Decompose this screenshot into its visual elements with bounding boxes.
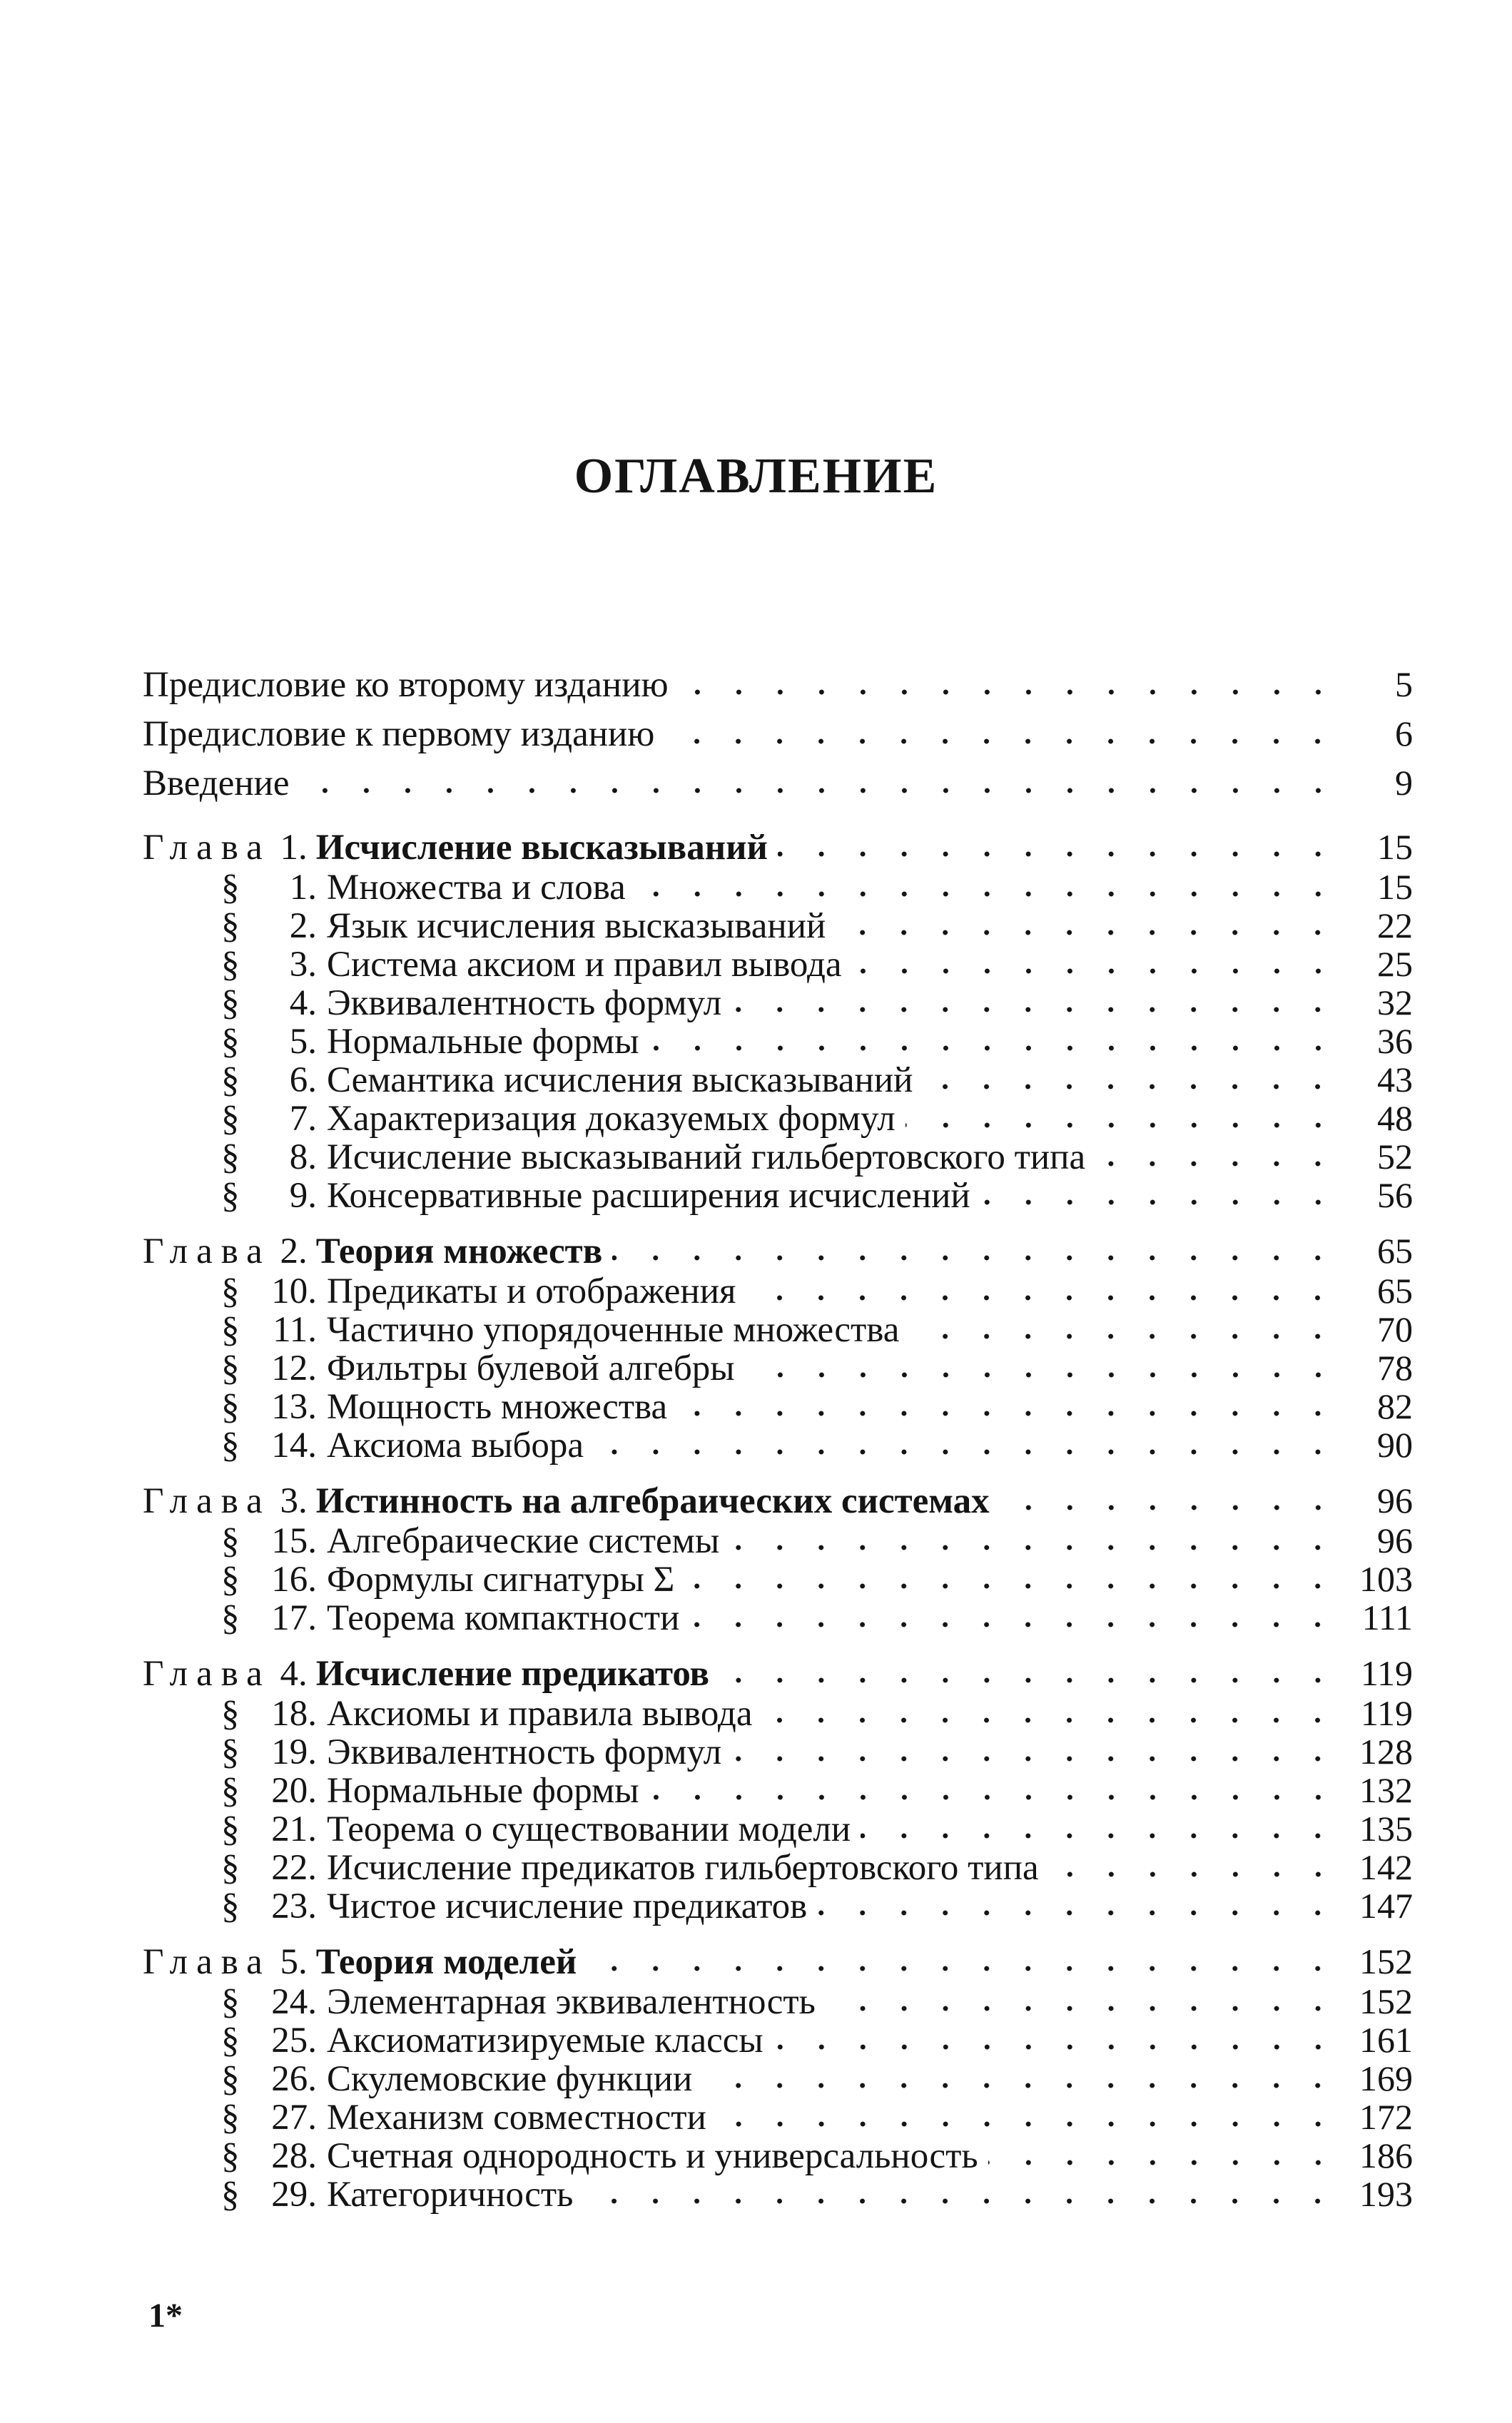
page-number: 152 bbox=[1359, 1941, 1413, 1981]
page-number: 90 bbox=[1377, 1425, 1413, 1465]
section-title: Предикаты и отображения bbox=[327, 1271, 736, 1311]
dot-leader bbox=[729, 1543, 1339, 1553]
section-title: Аксиомы и правила вывода bbox=[327, 1694, 753, 1734]
page-number: 36 bbox=[1377, 1021, 1413, 1061]
section-number: 19. bbox=[271, 1732, 317, 1772]
section-sign: § bbox=[221, 1426, 240, 1466]
section-title: Аксиома выбора bbox=[327, 1426, 584, 1466]
section-sign: § bbox=[221, 2021, 240, 2061]
section-heading bbox=[221, 1099, 895, 1138]
section-title: Система аксиом и правил вывода bbox=[327, 945, 842, 985]
section-number: 2. bbox=[289, 906, 317, 946]
toc-entry-section bbox=[143, 1848, 1413, 1886]
page-number: 5 bbox=[1395, 664, 1413, 704]
chapter-number: 4. bbox=[280, 1654, 308, 1694]
section-heading bbox=[221, 1426, 584, 1465]
section-title: Эквивалентность формул bbox=[327, 983, 722, 1023]
section-title: Язык исчисления высказываний bbox=[327, 906, 826, 946]
section-number: 3. bbox=[289, 945, 317, 985]
dot-leader bbox=[649, 1792, 1339, 1802]
section-title: Скулемовские функции bbox=[327, 2059, 693, 2099]
page-number: 65 bbox=[1377, 1231, 1413, 1271]
dot-leader bbox=[745, 1370, 1339, 1380]
toc-entry-section bbox=[143, 945, 1413, 983]
toc-entry-chapter bbox=[143, 1941, 1413, 1982]
section-heading bbox=[221, 1772, 639, 1810]
dot-leader bbox=[583, 2196, 1339, 2206]
section-sign: § bbox=[221, 1982, 240, 2022]
page-number: 161 bbox=[1359, 2020, 1413, 2060]
chapter-heading bbox=[143, 1941, 577, 1983]
toc-entry-front-matter bbox=[143, 660, 1413, 709]
page-number: 119 bbox=[1360, 1653, 1413, 1693]
toc-entry-section bbox=[143, 1560, 1413, 1598]
chapter-title: Теория моделей bbox=[315, 1942, 577, 1982]
toc-entry-section bbox=[143, 906, 1413, 945]
chapter-word: Глава bbox=[143, 1942, 271, 1982]
dot-leader bbox=[702, 2081, 1339, 2091]
section-title: Нормальные формы bbox=[327, 1022, 639, 1062]
dot-leader bbox=[836, 928, 1339, 938]
section-sign: § bbox=[221, 2059, 240, 2099]
section-title: Чистое исчисление предикатов bbox=[327, 1886, 808, 1926]
section-number: 26. bbox=[271, 2059, 317, 2099]
page-number: 6 bbox=[1395, 713, 1413, 753]
section-number: 13. bbox=[271, 1387, 317, 1427]
page-number: 103 bbox=[1359, 1559, 1413, 1599]
page-number: 56 bbox=[1377, 1175, 1413, 1215]
section-heading bbox=[221, 1177, 970, 1215]
section-sign: § bbox=[221, 2098, 240, 2138]
section-title: Множества и слова bbox=[327, 868, 626, 908]
section-title: Исчисление предикатов гильбертовского типа bbox=[327, 1848, 1039, 1888]
toc-entry-section bbox=[143, 1886, 1413, 1925]
toc-entry-section bbox=[143, 2098, 1413, 2136]
section-number: 12. bbox=[271, 1348, 317, 1388]
section-heading bbox=[221, 1388, 667, 1426]
section-sign: § bbox=[221, 983, 240, 1023]
page-number: 96 bbox=[1377, 1480, 1413, 1520]
page-number: 48 bbox=[1377, 1098, 1413, 1138]
section-title: Счетная однородность и универсальность bbox=[327, 2136, 978, 2176]
page-number: 43 bbox=[1377, 1060, 1413, 1099]
toc-entry-section bbox=[143, 1271, 1413, 1310]
section-sign: § bbox=[221, 2175, 240, 2215]
section-sign: § bbox=[221, 1310, 240, 1350]
section-sign: § bbox=[221, 1099, 240, 1139]
section-title: Категоричность bbox=[327, 2175, 574, 2215]
page-number: 9 bbox=[1395, 763, 1413, 803]
section-sign: § bbox=[221, 868, 240, 908]
dot-leader bbox=[689, 1620, 1339, 1630]
section-heading bbox=[221, 2060, 692, 2098]
dot-leader bbox=[731, 1754, 1339, 1764]
toc-entry-section bbox=[143, 983, 1413, 1022]
section-sign: § bbox=[221, 1560, 240, 1600]
section-heading bbox=[221, 907, 826, 945]
section-number: 7. bbox=[289, 1099, 317, 1139]
toc-entry-chapter bbox=[143, 1652, 1413, 1694]
section-title: Характеризация доказуемых формул bbox=[327, 1099, 895, 1139]
chapter-word: Глава bbox=[143, 828, 271, 868]
dot-leader bbox=[719, 1675, 1339, 1685]
page-title: ОГЛАВЛЕНИЕ bbox=[574, 449, 938, 504]
toc-entry-front-matter bbox=[143, 758, 1413, 808]
page-number: 96 bbox=[1377, 1520, 1413, 1560]
section-sign: § bbox=[221, 1771, 240, 1811]
page-number: 65 bbox=[1377, 1271, 1413, 1311]
toc-entry-front-matter bbox=[143, 709, 1413, 758]
dot-leader bbox=[923, 1082, 1339, 1092]
section-title: Аксиоматизируемые классы bbox=[327, 2021, 763, 2061]
dot-leader bbox=[861, 1831, 1339, 1841]
dot-leader bbox=[817, 1908, 1339, 1918]
section-heading bbox=[221, 984, 721, 1022]
entry-title: Предисловие к первому изданию bbox=[143, 714, 655, 754]
page-number: 147 bbox=[1359, 1886, 1413, 1926]
toc-entry-chapter bbox=[143, 826, 1413, 868]
section-number: 24. bbox=[271, 1982, 317, 2022]
section-title: Эквивалентность формул bbox=[327, 1732, 722, 1772]
chapter-heading bbox=[143, 1653, 709, 1695]
section-sign: § bbox=[221, 1521, 240, 1561]
section-heading bbox=[221, 1061, 913, 1099]
page-number: 186 bbox=[1359, 2135, 1413, 2175]
entry-title: Предисловие ко второму изданию bbox=[143, 665, 669, 705]
chapter-title: Исчисление высказываний bbox=[315, 828, 768, 868]
dot-leader bbox=[612, 1253, 1339, 1263]
chapter-title: Исчисление предикатов bbox=[315, 1654, 710, 1694]
section-heading bbox=[221, 2098, 706, 2137]
dot-leader bbox=[762, 1715, 1339, 1725]
section-title: Теорема о существовании модели bbox=[327, 1809, 851, 1849]
chapter-heading bbox=[143, 1480, 990, 1522]
section-heading bbox=[221, 1810, 851, 1849]
section-sign: § bbox=[221, 1848, 240, 1888]
toc-entry-section bbox=[143, 1521, 1413, 1560]
dot-leader bbox=[909, 1331, 1339, 1341]
entry-title: Введение bbox=[143, 763, 290, 803]
section-heading bbox=[221, 1138, 1085, 1177]
page-number: 169 bbox=[1359, 2058, 1413, 2098]
toc-entry-section bbox=[143, 1348, 1413, 1387]
page-number: 15 bbox=[1377, 827, 1413, 867]
dot-leader bbox=[1049, 1869, 1339, 1879]
section-title: Частично упорядоченные множества bbox=[327, 1310, 900, 1350]
signature-mark: 1* bbox=[148, 2297, 183, 2335]
dot-leader bbox=[636, 889, 1339, 899]
section-heading bbox=[221, 1849, 1039, 1887]
section-heading bbox=[221, 1560, 674, 1599]
section-title: Формулы сигнатуры Σ bbox=[327, 1560, 675, 1600]
dot-leader bbox=[664, 736, 1339, 746]
section-title: Фильтры булевой алгебры bbox=[327, 1348, 735, 1388]
page-number: 25 bbox=[1377, 944, 1413, 984]
section-sign: § bbox=[221, 906, 240, 946]
section-heading bbox=[221, 2137, 978, 2175]
section-heading bbox=[221, 1022, 639, 1061]
section-sign: § bbox=[221, 1732, 240, 1772]
section-heading bbox=[221, 1522, 719, 1560]
chapter-word: Глава bbox=[143, 1654, 271, 1694]
toc-entry-section bbox=[143, 1771, 1413, 1809]
section-heading bbox=[221, 868, 626, 907]
dot-leader bbox=[300, 786, 1339, 796]
dot-leader bbox=[716, 2119, 1339, 2129]
toc-entry-chapter bbox=[143, 1230, 1413, 1271]
section-heading bbox=[221, 1311, 899, 1349]
section-sign: § bbox=[221, 1598, 240, 1638]
section-sign: § bbox=[221, 1387, 240, 1427]
section-number: 20. bbox=[271, 1771, 317, 1811]
section-sign: § bbox=[221, 2136, 240, 2176]
toc-entry-section bbox=[143, 1099, 1413, 1137]
section-number: 28. bbox=[271, 2136, 317, 2176]
section-number: 10. bbox=[271, 1271, 317, 1311]
toc-entry-section bbox=[143, 2021, 1413, 2059]
section-heading bbox=[221, 1733, 721, 1772]
section-title: Семантика исчисления высказываний bbox=[327, 1060, 913, 1100]
section-heading bbox=[221, 1887, 807, 1926]
page-number: 193 bbox=[1359, 2174, 1413, 2214]
toc-entry-section bbox=[143, 1809, 1413, 1848]
dot-leader bbox=[826, 2003, 1339, 2013]
section-number: 18. bbox=[271, 1694, 317, 1734]
dot-leader bbox=[852, 966, 1339, 976]
section-heading bbox=[221, 1983, 816, 2021]
section-number: 23. bbox=[271, 1886, 317, 1926]
dot-leader bbox=[980, 1197, 1339, 1207]
page-number: 82 bbox=[1377, 1386, 1413, 1426]
section-title: Нормальные формы bbox=[327, 1771, 639, 1811]
section-sign: § bbox=[221, 1060, 240, 1100]
dot-leader bbox=[746, 1293, 1339, 1303]
page-number: 70 bbox=[1377, 1309, 1413, 1349]
dot-leader bbox=[679, 687, 1339, 697]
chapter-heading bbox=[143, 1231, 602, 1272]
page-number: 22 bbox=[1377, 905, 1413, 945]
section-heading bbox=[221, 1272, 736, 1311]
section-sign: § bbox=[221, 1176, 240, 1216]
section-number: 5. bbox=[289, 1022, 317, 1062]
section-heading bbox=[221, 945, 842, 984]
section-sign: § bbox=[221, 1348, 240, 1388]
section-number: 9. bbox=[289, 1176, 317, 1216]
section-sign: § bbox=[221, 1137, 240, 1177]
chapter-title: Теория множеств bbox=[315, 1231, 603, 1271]
section-heading bbox=[221, 2021, 763, 2060]
chapter-number: 5. bbox=[280, 1942, 308, 1982]
toc-entry-chapter bbox=[143, 1480, 1413, 1521]
section-number: 17. bbox=[271, 1598, 317, 1638]
toc-entry-section bbox=[143, 1176, 1413, 1214]
section-number: 14. bbox=[271, 1426, 317, 1466]
chapter-number: 2. bbox=[280, 1231, 308, 1271]
section-title: Теорема компактности bbox=[327, 1598, 680, 1638]
chapter-word: Глава bbox=[143, 1481, 271, 1521]
page-number: 32 bbox=[1377, 982, 1413, 1022]
chapter-heading bbox=[143, 827, 768, 868]
section-number: 8. bbox=[289, 1137, 317, 1177]
section-heading bbox=[221, 1695, 752, 1733]
dot-leader bbox=[988, 2158, 1339, 2168]
page-number: 128 bbox=[1359, 1732, 1413, 1772]
section-sign: § bbox=[221, 1022, 240, 1062]
section-number: 15. bbox=[271, 1521, 317, 1561]
section-number: 6. bbox=[289, 1060, 317, 1100]
toc-entry-section bbox=[143, 2175, 1413, 2213]
dot-leader bbox=[684, 1581, 1339, 1591]
dot-leader bbox=[1095, 1159, 1339, 1169]
section-sign: § bbox=[221, 1809, 240, 1849]
section-heading bbox=[221, 2175, 573, 2214]
dot-leader bbox=[905, 1120, 1339, 1130]
toc-entry-section bbox=[143, 1022, 1413, 1060]
section-number: 21. bbox=[271, 1809, 317, 1849]
toc-entry-section bbox=[143, 2136, 1413, 2175]
page-number: 152 bbox=[1359, 1981, 1413, 2021]
dot-leader bbox=[773, 2042, 1339, 2052]
toc-entry-section bbox=[143, 868, 1413, 906]
page-number: 119 bbox=[1360, 1693, 1413, 1733]
page-number: 132 bbox=[1359, 1770, 1413, 1810]
section-heading bbox=[221, 1599, 679, 1637]
section-sign: § bbox=[221, 945, 240, 985]
section-number: 22. bbox=[271, 1848, 317, 1888]
section-number: 1. bbox=[289, 868, 317, 908]
section-sign: § bbox=[221, 1694, 240, 1734]
chapter-number: 3. bbox=[280, 1481, 308, 1521]
page-number: 15 bbox=[1377, 867, 1413, 907]
section-heading bbox=[221, 1349, 735, 1388]
section-title: Исчисление высказываний гильбертовского типа bbox=[327, 1137, 1086, 1177]
page-number: 135 bbox=[1359, 1809, 1413, 1849]
section-number: 27. bbox=[271, 2098, 317, 2138]
dot-leader bbox=[594, 1447, 1339, 1457]
section-sign: § bbox=[221, 1271, 240, 1311]
dot-leader bbox=[1000, 1503, 1339, 1513]
toc-entry-section bbox=[143, 1387, 1413, 1426]
section-title: Консервативные расширения исчислений bbox=[327, 1176, 970, 1216]
toc-entry-section bbox=[143, 1694, 1413, 1732]
section-number: 11. bbox=[273, 1310, 317, 1350]
chapter-number: 1. bbox=[280, 828, 308, 868]
dot-leader bbox=[677, 1408, 1339, 1418]
page-number: 52 bbox=[1377, 1137, 1413, 1177]
toc-entry-section bbox=[143, 1310, 1413, 1348]
section-number: 16. bbox=[271, 1560, 317, 1600]
section-title: Элементарная эквивалентность bbox=[327, 1982, 816, 2022]
dot-leader bbox=[778, 849, 1339, 859]
toc-entry-section bbox=[143, 1598, 1413, 1637]
page-number: 78 bbox=[1377, 1348, 1413, 1388]
section-title: Механизм совместности bbox=[327, 2098, 706, 2138]
page-number: 172 bbox=[1359, 2097, 1413, 2137]
toc-entry-section bbox=[143, 2059, 1413, 2098]
toc-entry-section bbox=[143, 1426, 1413, 1464]
section-number: 25. bbox=[271, 2021, 317, 2061]
toc-entry-section bbox=[143, 1732, 1413, 1771]
page-number: 111 bbox=[1361, 1597, 1413, 1637]
dot-leader bbox=[731, 1005, 1339, 1015]
section-number: 29. bbox=[271, 2175, 317, 2215]
toc-entry-section bbox=[143, 1060, 1413, 1099]
table-of-contents bbox=[143, 660, 1413, 2213]
section-sign: § bbox=[221, 1886, 240, 1926]
chapter-word: Глава bbox=[143, 1231, 271, 1271]
section-title: Мощность множества bbox=[327, 1387, 668, 1427]
section-number: 4. bbox=[289, 983, 317, 1023]
section-title: Алгебраические системы bbox=[327, 1521, 720, 1561]
page-number: 142 bbox=[1359, 1847, 1413, 1887]
chapter-title: Истинность на алгебраических системах bbox=[315, 1481, 990, 1521]
dot-leader bbox=[649, 1043, 1339, 1053]
dot-leader bbox=[587, 1964, 1339, 1974]
toc-entry-section bbox=[143, 1982, 1413, 2021]
toc-entry-section bbox=[143, 1137, 1413, 1176]
